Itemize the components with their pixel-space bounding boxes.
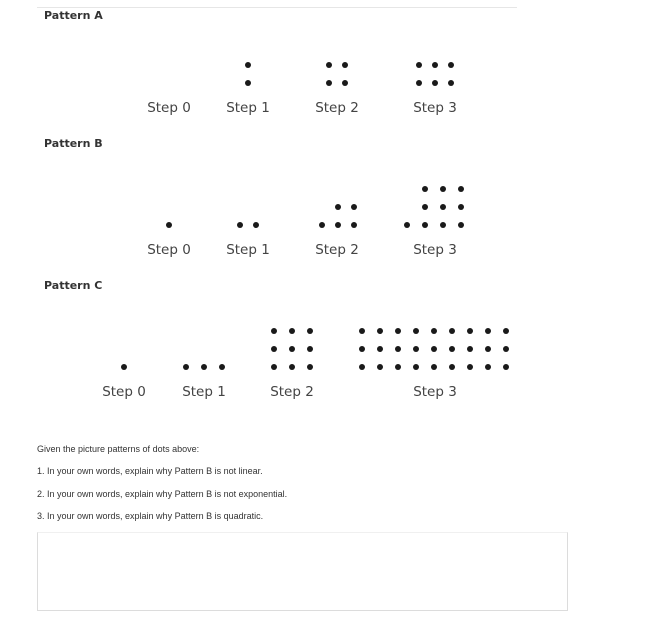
top-divider [37, 7, 517, 8]
pattern-b-step-2-dot [335, 222, 341, 228]
pattern-c-step-3-dot [395, 364, 401, 370]
pattern-b-step-3-dot [422, 204, 428, 210]
pattern-c-step-2-dot [307, 328, 313, 334]
pattern-b-step-3-label: Step 3 [413, 242, 457, 258]
pattern-a-step-2-dot [342, 62, 348, 68]
pattern-b-step-3-dot [440, 204, 446, 210]
pattern-c-step-2-dot [307, 364, 313, 370]
pattern-b-step-2-dot [335, 204, 341, 210]
pattern-b-step-0-dot [166, 222, 172, 228]
answer-textarea[interactable] [37, 532, 568, 611]
pattern-c-step-3-dot [503, 346, 509, 352]
pattern-c-step-3-dot [413, 346, 419, 352]
pattern-c-step-3-dot [503, 364, 509, 370]
pattern-b-step-2-dot [319, 222, 325, 228]
pattern-c-step-3-dot [449, 364, 455, 370]
pattern-c-step-3-dot [431, 364, 437, 370]
pattern-b-step-3-dot [404, 222, 410, 228]
pattern-c-step-3-dot [431, 346, 437, 352]
pattern-c-step-3-dot [359, 346, 365, 352]
pattern-c-step-3-dot [395, 346, 401, 352]
pattern-c-step-2-dot [271, 364, 277, 370]
pattern-c-step-3-dot [485, 364, 491, 370]
pattern-c-step-3-dot [449, 328, 455, 334]
pattern-c-step-3-dot [431, 328, 437, 334]
pattern-a-step-1-label: Step 1 [226, 100, 270, 116]
pattern-a-step-3-dot [432, 62, 438, 68]
pattern-c-title: Pattern C [44, 279, 103, 292]
pattern-a-step-3-dot [448, 62, 454, 68]
pattern-b-step-3-dot [422, 222, 428, 228]
pattern-b-step-1-label: Step 1 [226, 242, 270, 258]
pattern-c-step-2-label: Step 2 [270, 384, 314, 400]
pattern-c-step-2-dot [271, 328, 277, 334]
pattern-c-step-3-dot [413, 328, 419, 334]
pattern-c-step-0-label: Step 0 [102, 384, 146, 400]
pattern-a-step-2-dot [342, 80, 348, 86]
pattern-b-step-3-dot [458, 222, 464, 228]
pattern-c-step-2-dot [289, 328, 295, 334]
pattern-a-step-3-dot [432, 80, 438, 86]
pattern-c-step-3-dot [503, 328, 509, 334]
pattern-c-step-3-dot [485, 346, 491, 352]
pattern-c-step-3-dot [377, 328, 383, 334]
pattern-b-step-2-label: Step 2 [315, 242, 359, 258]
pattern-a-step-2-label: Step 2 [315, 100, 359, 116]
pattern-b-step-3-dot [440, 222, 446, 228]
pattern-b-step-3-dot [422, 186, 428, 192]
question-2: 2. In your own words, explain why Pattern B is not exponential. [37, 489, 288, 499]
pattern-c-step-3-dot [395, 328, 401, 334]
pattern-b-step-3-dot [458, 186, 464, 192]
pattern-c-step-3-dot [377, 364, 383, 370]
pattern-c-step-1-dot [183, 364, 189, 370]
pattern-a-title: Pattern A [44, 9, 103, 22]
pattern-a-step-3-label: Step 3 [413, 100, 457, 116]
pattern-c-step-0-dot [121, 364, 127, 370]
questions-intro: Given the picture patterns of dots above: [37, 444, 200, 454]
pattern-a-step-2-dot [326, 62, 332, 68]
pattern-b-step-3-dot [440, 186, 446, 192]
question-3: 3. In your own words, explain why Pattern B is quadratic. [37, 511, 264, 521]
pattern-b-title: Pattern B [44, 137, 103, 150]
pattern-a-step-3-dot [416, 62, 422, 68]
pattern-c-step-3-dot [485, 328, 491, 334]
pattern-c-step-2-dot [289, 364, 295, 370]
pattern-a-step-0-label: Step 0 [147, 100, 191, 116]
pattern-a-step-3-dot [448, 80, 454, 86]
pattern-b-step-2-dot [351, 222, 357, 228]
pattern-c-step-3-dot [377, 346, 383, 352]
pattern-c-step-1-dot [201, 364, 207, 370]
pattern-b-step-2-dot [351, 204, 357, 210]
pattern-c-step-2-dot [289, 346, 295, 352]
pattern-c-step-2-dot [271, 346, 277, 352]
pattern-c-step-3-dot [467, 328, 473, 334]
pattern-c-step-3-dot [359, 328, 365, 334]
pattern-b-step-1-dot [253, 222, 259, 228]
pattern-a-step-1-dot [245, 62, 251, 68]
pattern-b-step-3-dot [458, 204, 464, 210]
pattern-b-step-1-dot [237, 222, 243, 228]
pattern-c-step-3-dot [449, 346, 455, 352]
pattern-b-step-0-label: Step 0 [147, 242, 191, 258]
pattern-c-step-3-dot [359, 364, 365, 370]
pattern-c-step-2-dot [307, 346, 313, 352]
pattern-c-step-3-dot [467, 364, 473, 370]
question-1: 1. In your own words, explain why Pattern B is not linear. [37, 466, 263, 476]
pattern-c-step-3-dot [413, 364, 419, 370]
pattern-a-step-2-dot [326, 80, 332, 86]
pattern-c-step-3-label: Step 3 [413, 384, 457, 400]
pattern-c-step-3-dot [467, 346, 473, 352]
pattern-a-step-1-dot [245, 80, 251, 86]
pattern-a-step-3-dot [416, 80, 422, 86]
pattern-c-step-1-dot [219, 364, 225, 370]
pattern-c-step-1-label: Step 1 [182, 384, 226, 400]
